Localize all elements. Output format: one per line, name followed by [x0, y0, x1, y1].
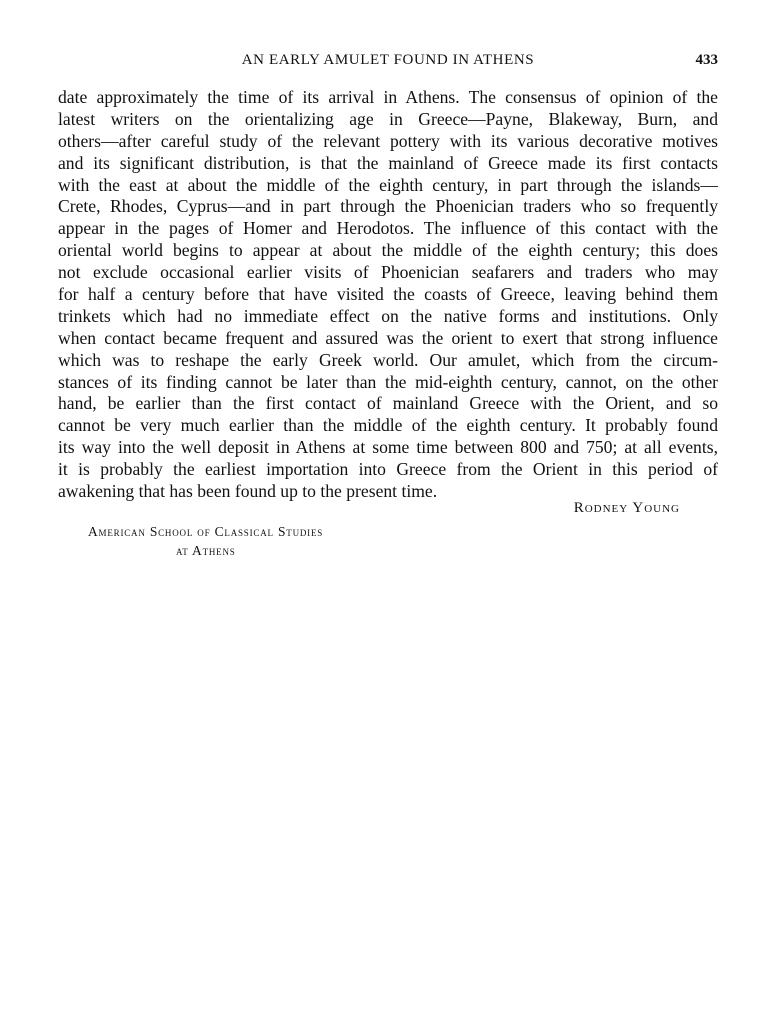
text-line: appear in the pages of Homer and Herodotos. The influence of this contact with the [58, 218, 718, 239]
body-paragraph [58, 87, 718, 503]
running-title: AN EARLY AMULET FOUND IN ATHENS [241, 52, 535, 68]
text-line: its way into the well deposit in Athens at some time between 800 and 750; at all events, [58, 437, 718, 458]
text-line: oriental world begins to appear at about the middle of the eighth century; this does [58, 240, 718, 261]
text-line: hand, be earlier than the first contact of mainland Greece with the Orient, and so [58, 393, 718, 414]
text-line: when contact became frequent and assured was the orient to exert that strong influence [58, 327, 718, 348]
page-header [58, 52, 718, 74]
page-number: 433 [695, 52, 718, 68]
text-line: which was to reshape the early Greek world. Our amulet, which from the circum- [58, 349, 718, 370]
text-line: with the east at about the middle of the eighth century, in part through the islands— [58, 174, 718, 195]
affiliation-institution: American School of Classical Studies [88, 524, 324, 539]
text-line: others—after careful study of the relevant pottery with its various decorative motives [58, 130, 718, 151]
text-line: awakening that has been found up to the present time. [58, 481, 438, 502]
text-line: trinkets which had no immediate effect on the native forms and institutions. Only [58, 305, 718, 326]
text-line: not exclude occasional earlier visits of Phoenician seafarers and traders who may [58, 262, 718, 283]
text-line: date approximately the time of its arrival in Athens. The consensus of opinion of the [58, 87, 718, 107]
text-line: latest writers on the orientalizing age in Greece—Payne, Blakeway, Burn, and [58, 108, 718, 129]
text-line: it is probably the earliest importation into Greece from the Orient in this period of [58, 459, 718, 480]
text-line: Crete, Rhodes, Cyprus—and in part through the Phoenician traders who so frequently [58, 196, 718, 217]
text-line: stances of its finding cannot be later than the mid-eighth century, cannot, on the other [58, 371, 718, 392]
author-affiliation [88, 522, 323, 560]
author-signature: Rodney Young [573, 500, 680, 516]
text-line: and its significant distribution, is that the mainland of Greece made its first contacts [58, 152, 718, 173]
text-line: for half a century before that have visited the coasts of Greece, leaving behind them [58, 284, 718, 305]
text-line: cannot be very much earlier than the middle of the eighth century. It probably found [58, 415, 718, 436]
affiliation-location: at Athens [176, 543, 236, 558]
